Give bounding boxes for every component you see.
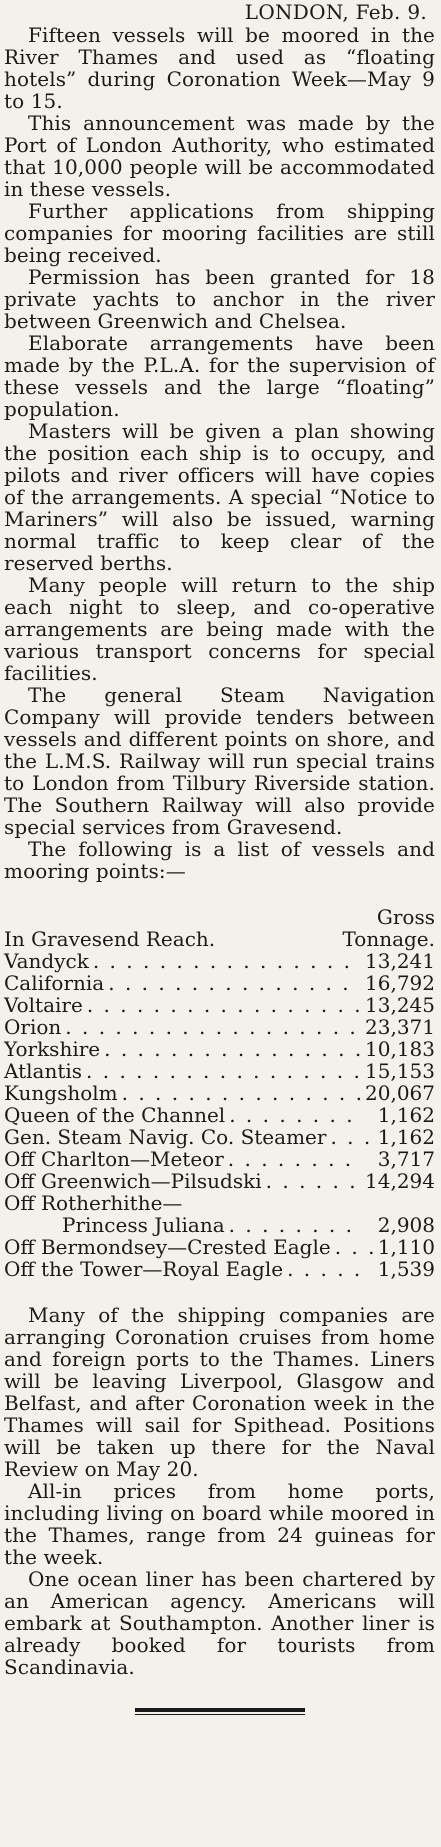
paragraph-cruises: Many of the shipping companies are arranging Coronation cruises from home and foreign ports to the Thames. Liners will be leaving Liverpool, Glasgow and Belfast, and after Coronation week in the Thames will sail for Spithead. Positions will be taken up there for the Naval Review on May 20. [4, 1303, 435, 1481]
paragraph-list-intro: The following is a list of vessels and mooring points:— [4, 837, 435, 883]
paragraph-american-liner: One ocean liner has been chartered by an American agency. Americans will embark at Southampton. Another liner is already booked for tourists from Scandinavia. [4, 1567, 435, 1679]
leader-dots [86, 1060, 361, 1082]
leader-dots [335, 1236, 374, 1258]
paragraph-further-applications: Further applications from shipping companies for mooring facilities are still being received. [4, 199, 435, 267]
article-body-bottom [4, 1304, 435, 1678]
vessel-name: Orion [4, 1015, 62, 1039]
article-body-top [4, 24, 435, 882]
vessel-name: Atlantis [4, 1059, 83, 1083]
vessel-name: Kungsholm [4, 1081, 118, 1105]
vessel-tonnage: 1,110 [377, 1235, 435, 1259]
paragraph-supervision: Elaborate arrangements have been made by the P.L.A. for the supervision of these vessels and the large “floating” population. [4, 331, 435, 421]
paragraph-announcement: This announcement was made by the Port of London Authority, who estimated that 10,000 people will be accommodated in these vessels. [4, 111, 435, 201]
table-row [4, 1214, 435, 1236]
vessel-tonnage: 10,183 [365, 1037, 435, 1061]
table-header-tonnage [342, 906, 435, 950]
article-end-divider [135, 1708, 305, 1715]
leader-dots [104, 1038, 361, 1060]
mooring-point-label: Off Rotherhithe— [4, 1191, 183, 1215]
leader-dots [266, 1170, 361, 1192]
table-row [4, 1170, 435, 1192]
vessel-name: Off Bermondsey—Crested Eagle [4, 1235, 331, 1259]
vessel-name: Off Greenwich—Pilsudski [4, 1169, 262, 1193]
vessel-name: Princess Juliana [62, 1213, 225, 1237]
table-row [4, 1060, 435, 1082]
table-row [4, 1126, 435, 1148]
leader-dots [330, 1126, 373, 1148]
paragraph-prices: All-in prices from home ports, including living on board while moored in the Thames, range from 24 guineas for the week. [4, 1479, 435, 1569]
vessel-name: Voltaire [4, 993, 83, 1017]
table-row-label [4, 1192, 435, 1214]
table-row [4, 1016, 435, 1038]
vessel-name: Gen. Steam Navig. Co. Steamer [4, 1125, 327, 1149]
table-row [4, 1104, 435, 1126]
paragraph-transport: The general Steam Navigation Company will provide tenders between vessels and different points on shore, and the L.M.S. Railway will run special trains to London from Tilbury Riverside station. The Southern Railway will also provide special services from Gravesend. [4, 683, 435, 839]
table-row [4, 950, 435, 972]
vessel-tonnage: 16,792 [365, 971, 435, 995]
vessel-tonnage: 13,241 [365, 949, 435, 973]
paragraph-masters: Masters will be given a plan showing the position each ship is to occupy, and pilots and river officers will have copies of the arrangements. A special “Notice to Mariners” will also be issued, warning normal traffic to keep clear of the reserved berths. [4, 419, 435, 575]
end-rule [4, 1708, 435, 1715]
vessel-name: Queen of the Channel [4, 1103, 226, 1127]
leader-dots [65, 1016, 361, 1038]
leader-dots [229, 1214, 361, 1236]
table-row [4, 1236, 435, 1258]
paragraph-floating-hotels: Fifteen vessels will be moored in the River Thames and used as “floating hotels” during Coronation Week—May 9 to 15. [4, 23, 435, 113]
vessel-tonnage: 15,153 [365, 1059, 435, 1083]
vessel-name: Yorkshire [4, 1037, 101, 1061]
paragraph-return-to-ship: Many people will return to the ship each night to sleep, and co-operative arrangements are being made with the various transport concerns for special facilities. [4, 573, 435, 685]
leader-dots [93, 950, 361, 972]
vessel-tonnage: 3,717 [377, 1147, 435, 1171]
vessel-tonnage: 20,067 [365, 1081, 435, 1105]
vessel-tonnage: 23,371 [365, 1015, 435, 1039]
vessel-tonnage: 2,908 [377, 1213, 435, 1237]
paragraph-yachts: Permission has been granted for 18 private yachts to anchor in the river between Greenwich and Chelsea. [4, 265, 435, 333]
leader-dots [122, 1082, 361, 1104]
table-row [4, 1082, 435, 1104]
leader-dots [87, 994, 361, 1016]
vessel-tonnage: 13,245 [365, 993, 435, 1017]
vessel-tonnage: 14,294 [365, 1169, 435, 1193]
leader-dots [229, 1104, 361, 1126]
section-spacer [4, 1280, 435, 1304]
vessel-tonnage: 1,162 [377, 1103, 435, 1127]
table-row [4, 1258, 435, 1280]
table-header-tonnage-label: Tonnage. [342, 927, 435, 951]
leader-dots [287, 1258, 361, 1280]
table-row [4, 972, 435, 994]
vessel-name: Off the Tower—Royal Eagle [4, 1257, 284, 1281]
dateline: LONDON, Feb. 9. [244, 0, 427, 24]
table-header-location: In Gravesend Reach. [4, 927, 216, 951]
vessel-name: Vandyck [4, 949, 89, 973]
vessel-name: Off Charlton—Meteor [4, 1147, 224, 1171]
vessel-tonnage: 1,162 [377, 1125, 435, 1149]
table-header [4, 906, 435, 950]
leader-dots [228, 1148, 361, 1170]
vessel-tonnage: 1,539 [377, 1257, 435, 1281]
table-row [4, 1038, 435, 1060]
vessel-name: California [4, 971, 105, 995]
leader-dots [108, 972, 361, 994]
table-header-gross: Gross [376, 905, 435, 929]
vessel-table [4, 906, 435, 1280]
table-row [4, 1148, 435, 1170]
table-row [4, 994, 435, 1016]
